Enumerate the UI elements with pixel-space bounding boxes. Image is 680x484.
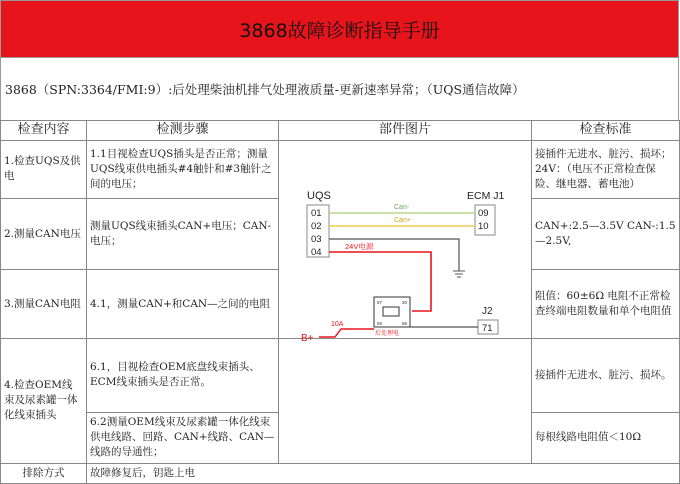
header-check-standard: 检查标准 xyxy=(532,121,680,141)
header-check-step: 检测步骤 xyxy=(87,121,279,141)
relay-pin-87: 87 xyxy=(377,299,383,305)
can-plus-label: Can+ xyxy=(394,216,411,224)
relay-pin-85: 85 xyxy=(377,320,383,326)
row-step: 4.1，测量CAN+和CAN—之间的电阻 xyxy=(87,270,279,338)
wiring-diagram xyxy=(279,141,532,344)
row-standard: 接插件无进水、脏污、损坏；24V：（电压不正常检查保险、继电器、蓄电池） xyxy=(532,140,680,198)
row-item: 2.测量CAN电压 xyxy=(1,199,87,270)
ground-icon xyxy=(453,271,465,277)
power-label: 24V电源 xyxy=(345,241,374,251)
diagnosis-table xyxy=(0,120,680,484)
table-header-row xyxy=(1,121,680,141)
wiring-diagram-cell xyxy=(279,140,532,344)
relay-label-1: 后处理电 xyxy=(375,329,400,337)
row-item: 4.检查OEM线束及尿素罐一体化线束插头 xyxy=(1,338,87,463)
battery-wire xyxy=(319,329,374,337)
fuse-label: 10A xyxy=(331,320,344,328)
ecm-label: ECM J1 xyxy=(467,189,505,202)
relay-pin-86: 86 xyxy=(402,320,408,326)
row-standard: 阻值：60±6Ω 电阻不正常检查终端电阻数量和单个电阻值 xyxy=(532,270,680,338)
battery-label: B+ xyxy=(301,332,314,344)
j2-label: J2 xyxy=(482,305,493,317)
can-minus-label: Can- xyxy=(394,203,410,211)
row-step: 测量UQS线束插头CAN+电压；CAN-电压； xyxy=(87,199,279,270)
row-step: 6.2测量OEM线束及尿素罐一体化线束供电线路、回路、CAN+线路、CAN—线路的导通性； xyxy=(87,412,279,463)
row-item: 3.测量CAN电阻 xyxy=(1,270,87,338)
row-step: 1.1目视检查UQS插头是否正常；测量UQS线束供电插头#4触针和#3触针之间的电压； xyxy=(87,140,279,198)
table-row xyxy=(1,140,680,198)
empty-image-cell xyxy=(279,338,532,463)
row-step: 6.1，目视检查OEM底盘线束插头、ECM线束插头是否正常。 xyxy=(87,338,279,412)
fault-description: 3868（SPN:3364/FMI:9）:后处理柴油机排气处理液质量-更新速率异常；（UQS通信故障） xyxy=(0,58,679,120)
row-standard: 接插件无进水、脏污、损坏。 xyxy=(532,338,680,412)
ecm-pin-09: 09 xyxy=(478,207,489,219)
row-item: 1.检查UQS及供电 xyxy=(1,140,87,198)
uqs-pin-04: 04 xyxy=(311,246,322,258)
header-component-image: 部件图片 xyxy=(279,121,532,141)
footer-label: 排除方式 xyxy=(1,463,87,483)
relay-pin-30: 30 xyxy=(402,299,408,305)
row-standard: CAN+:2.5—3.5V CAN-:1.5—2.5V, xyxy=(532,199,680,270)
table-row xyxy=(1,338,680,412)
uqs-pin-02: 02 xyxy=(311,220,322,232)
j2-pin-71: 71 xyxy=(482,322,493,334)
table-footer-row xyxy=(1,463,680,483)
footer-value: 故障修复后，钥匙上电 xyxy=(87,463,680,483)
header-check-item: 检查内容 xyxy=(1,121,87,141)
row-standard: 每根线路电阻值＜10Ω xyxy=(532,412,680,463)
ecm-pin-10: 10 xyxy=(478,220,489,232)
manual-title: 3868故障诊断指导手册 xyxy=(239,19,440,42)
title-banner xyxy=(0,0,679,58)
uqs-pin-01: 01 xyxy=(311,207,322,219)
uqs-label: UQS xyxy=(307,189,331,202)
uqs-pin-03: 03 xyxy=(311,233,322,245)
